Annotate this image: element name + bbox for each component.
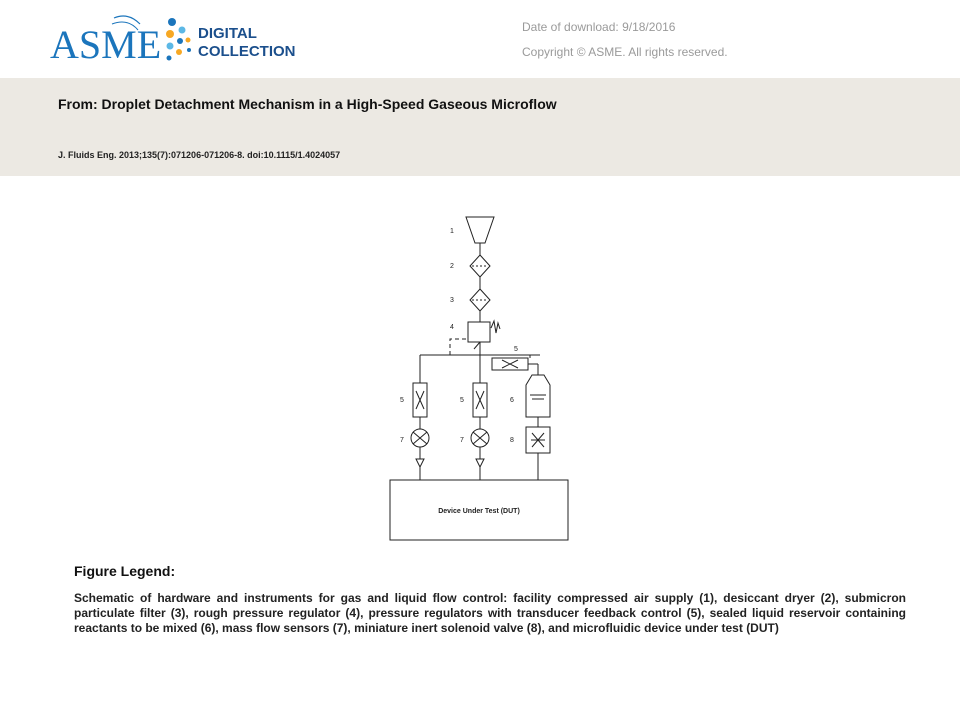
label-2: 2 [450,263,454,270]
schematic-figure [380,205,580,545]
legend-text: Schematic of hardware and instruments for gas and liquid flow control: facility compressed air supply (1), desiccant dryer (2), submicron particulate filter (3), rough pressure regulator (4), pressure regulators with transducer feedback control (5), sealed liquid reservoir containing reactants to be mixed (6), mass flow sensors (7), miniature inert solenoid valve (8), and microfluidic device under test (DUT) [74,591,906,635]
logo-digital: DIGITAL [198,25,257,42]
label-6: 6 [510,397,514,404]
article-citation: J. Fluids Eng. 2013;135(7):071206-071206-8. doi:10.1115/1.4024057 [58,150,341,160]
legend-heading: Figure Legend: [74,563,176,579]
label-3: 3 [450,297,454,304]
label-8: 8 [510,437,514,444]
article-band [0,78,960,176]
article-title: From: Droplet Detachment Mechanism in a High-Speed Gaseous Microflow [58,96,557,112]
logo-asme: ASME [50,22,162,67]
label-5-mid: 5 [460,397,464,404]
label-4: 4 [450,324,454,331]
logo-collection: COLLECTION [198,43,296,60]
dut-label: Device Under Test (DUT) [438,508,520,515]
download-date: Date of download: 9/18/2016 [522,20,676,34]
label-5-left: 5 [400,397,404,404]
label-5-pipe: 5 [514,346,518,353]
logo-dots-icon [166,18,191,61]
copyright: Copyright © ASME. All rights reserved. [522,45,728,59]
asme-digital-collection-logo [48,10,338,72]
header [0,0,960,78]
label-7-left: 7 [400,437,404,444]
label-1: 1 [450,228,454,235]
label-7-mid: 7 [460,437,464,444]
